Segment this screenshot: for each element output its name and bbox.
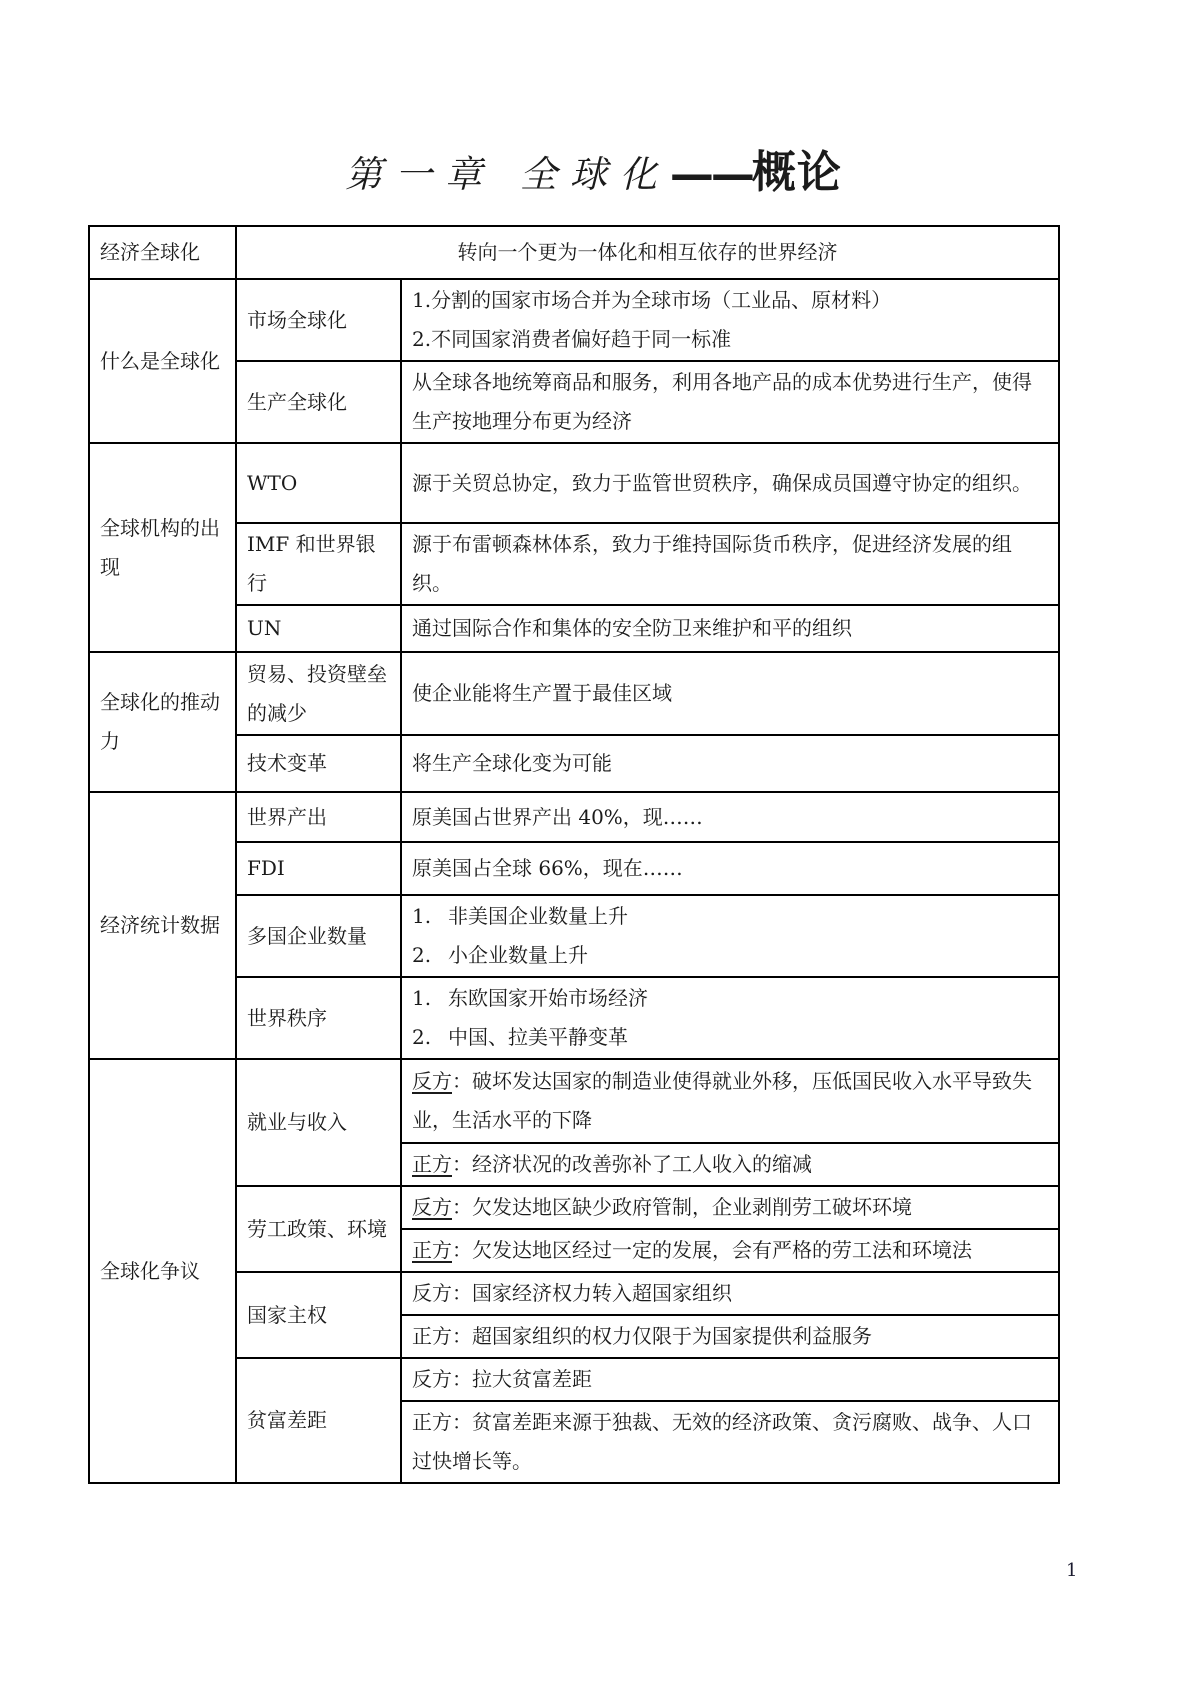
debate-side-con: 反方 [412,1195,452,1219]
cell-wealth-gap-label: 贫富差距 [236,1358,401,1483]
cell-econ-globalization-label: 经济全球化 [89,226,236,279]
debate-text: ：贫富差距来源于独裁、无效的经济政策、贪污腐败、战争、人口过快增长等。 [412,1410,1032,1473]
table-row [89,279,1059,361]
cell-market-globalization-label: 市场全球化 [236,279,401,361]
cell-global-institutions-label: 全球机构的出现 [89,443,236,652]
debate-text: ：国家经济权力转入超国家组织 [452,1281,732,1305]
list-text: 非美国企业数量上升 [448,904,628,928]
cell-econ-globalization-desc: 转向一个更为一体化和相互依存的世界经济 [236,226,1059,279]
chapter-title-bold: 概论 [751,147,842,198]
cell-sovereignty-con [401,1272,1059,1315]
cell-globalization-drivers-label: 全球化的推动力 [89,652,236,792]
list-number: 1. [412,986,432,1010]
cell-wto-desc: 源于关贸总协定，致力于监管世贸秩序，确保成员国遵守协定的组织。 [401,443,1059,523]
cell-imf-label: IMF 和世界银行 [236,523,401,605]
list-text: 东欧国家开始市场经济 [448,986,648,1010]
market-globalization-line2: 2.不同国家消费者偏好趋于同一标准 [412,327,732,351]
cell-wealth-gap-con [401,1358,1059,1401]
debate-text: ：拉大贫富差距 [452,1367,592,1391]
cell-sovereignty-pro [401,1315,1059,1358]
debate-side-pro: 正方 [412,1238,452,1262]
debate-side-pro: 正方 [412,1152,452,1176]
table-row [89,226,1059,279]
cell-un-label: UN [236,605,401,652]
debate-side-con: 反方 [412,1069,452,1093]
cell-wealth-gap-pro [401,1401,1059,1483]
debate-side-pro: 正方 [412,1324,452,1348]
cell-globalization-debate-label: 全球化争议 [89,1059,236,1483]
cell-imf-desc: 源于布雷顿森林体系，致力于维持国际货币秩序，促进经济发展的组织。 [401,523,1059,605]
chapter-title [0,136,1187,200]
page-number: 1 [1066,1560,1078,1581]
cell-tech-change-desc: 将生产全球化变为可能 [401,735,1059,792]
table-row [89,652,1059,735]
cell-what-is-globalization-label: 什么是全球化 [89,279,236,443]
cell-multinationals-label: 多国企业数量 [236,895,401,977]
cell-jobs-pro [401,1143,1059,1186]
table-row [89,792,1059,842]
cell-economic-stats-label: 经济统计数据 [89,792,236,1059]
list-item [412,897,1048,936]
list-item [412,936,1048,975]
cell-sovereignty-label: 国家主权 [236,1272,401,1358]
debate-text: ：破坏发达国家的制造业使得就业外移，压低国民收入水平导致失业，生活水平的下降 [412,1069,1032,1132]
table-row [89,1059,1059,1143]
cell-production-globalization-label: 生产全球化 [236,361,401,443]
list-text: 中国、拉美平静变革 [448,1025,628,1049]
table-row [89,443,1059,523]
debate-side-con: 反方 [412,1281,452,1305]
cell-labor-env-label: 劳工政策、环境 [236,1186,401,1272]
cell-world-output-label: 世界产出 [236,792,401,842]
cell-production-globalization-desc: 从全球各地统筹商品和服务，利用各地产品的成本优势进行生产，使得生产按地理分布更为经济 [401,361,1059,443]
cell-fdi-label: FDI [236,842,401,895]
list-item [412,979,1048,1018]
cell-trade-barriers-label: 贸易、投资壁垒的减少 [236,652,401,735]
cell-multinationals-list [401,895,1059,977]
cell-jobs-income-label: 就业与收入 [236,1059,401,1186]
cell-un-desc: 通过国际合作和集体的安全防卫来维护和平的组织 [401,605,1059,652]
cell-jobs-con [401,1059,1059,1143]
market-globalization-line1: 1.分割的国家市场合并为全球市场（工业品、原材料） [412,288,892,312]
debate-side-con: 反方 [412,1367,452,1391]
list-number: 2. [412,1025,432,1049]
cell-world-order-label: 世界秩序 [236,977,401,1059]
chapter-title-handwritten: 第一章 全球化 [345,153,670,196]
list-number: 2. [412,943,432,967]
cell-world-order-list [401,977,1059,1059]
cell-fdi-desc: 原美国占全球 66%，现在…… [401,842,1059,895]
debate-text: ：超国家组织的权力仅限于为国家提供利益服务 [452,1324,872,1348]
debate-text: ：经济状况的改善弥补了工人收入的缩减 [452,1152,812,1176]
globalization-notes-table [88,225,1060,1484]
cell-trade-barriers-desc: 使企业能将生产置于最佳区域 [401,652,1059,735]
chapter-title-dash: —— [669,149,752,200]
list-text: 小企业数量上升 [448,943,588,967]
cell-tech-change-label: 技术变革 [236,735,401,792]
debate-text: ：欠发达地区缺少政府管制，企业剥削劳工破坏环境 [452,1195,912,1219]
cell-market-globalization-desc [401,279,1059,361]
debate-side-pro: 正方 [412,1410,452,1434]
cell-world-output-desc: 原美国占世界产出 40%，现…… [401,792,1059,842]
cell-labor-con [401,1186,1059,1229]
list-item [412,1018,1048,1057]
cell-labor-pro [401,1229,1059,1272]
cell-wto-label: WTO [236,443,401,523]
list-number: 1. [412,904,432,928]
debate-text: ：欠发达地区经过一定的发展，会有严格的劳工法和环境法 [452,1238,972,1262]
